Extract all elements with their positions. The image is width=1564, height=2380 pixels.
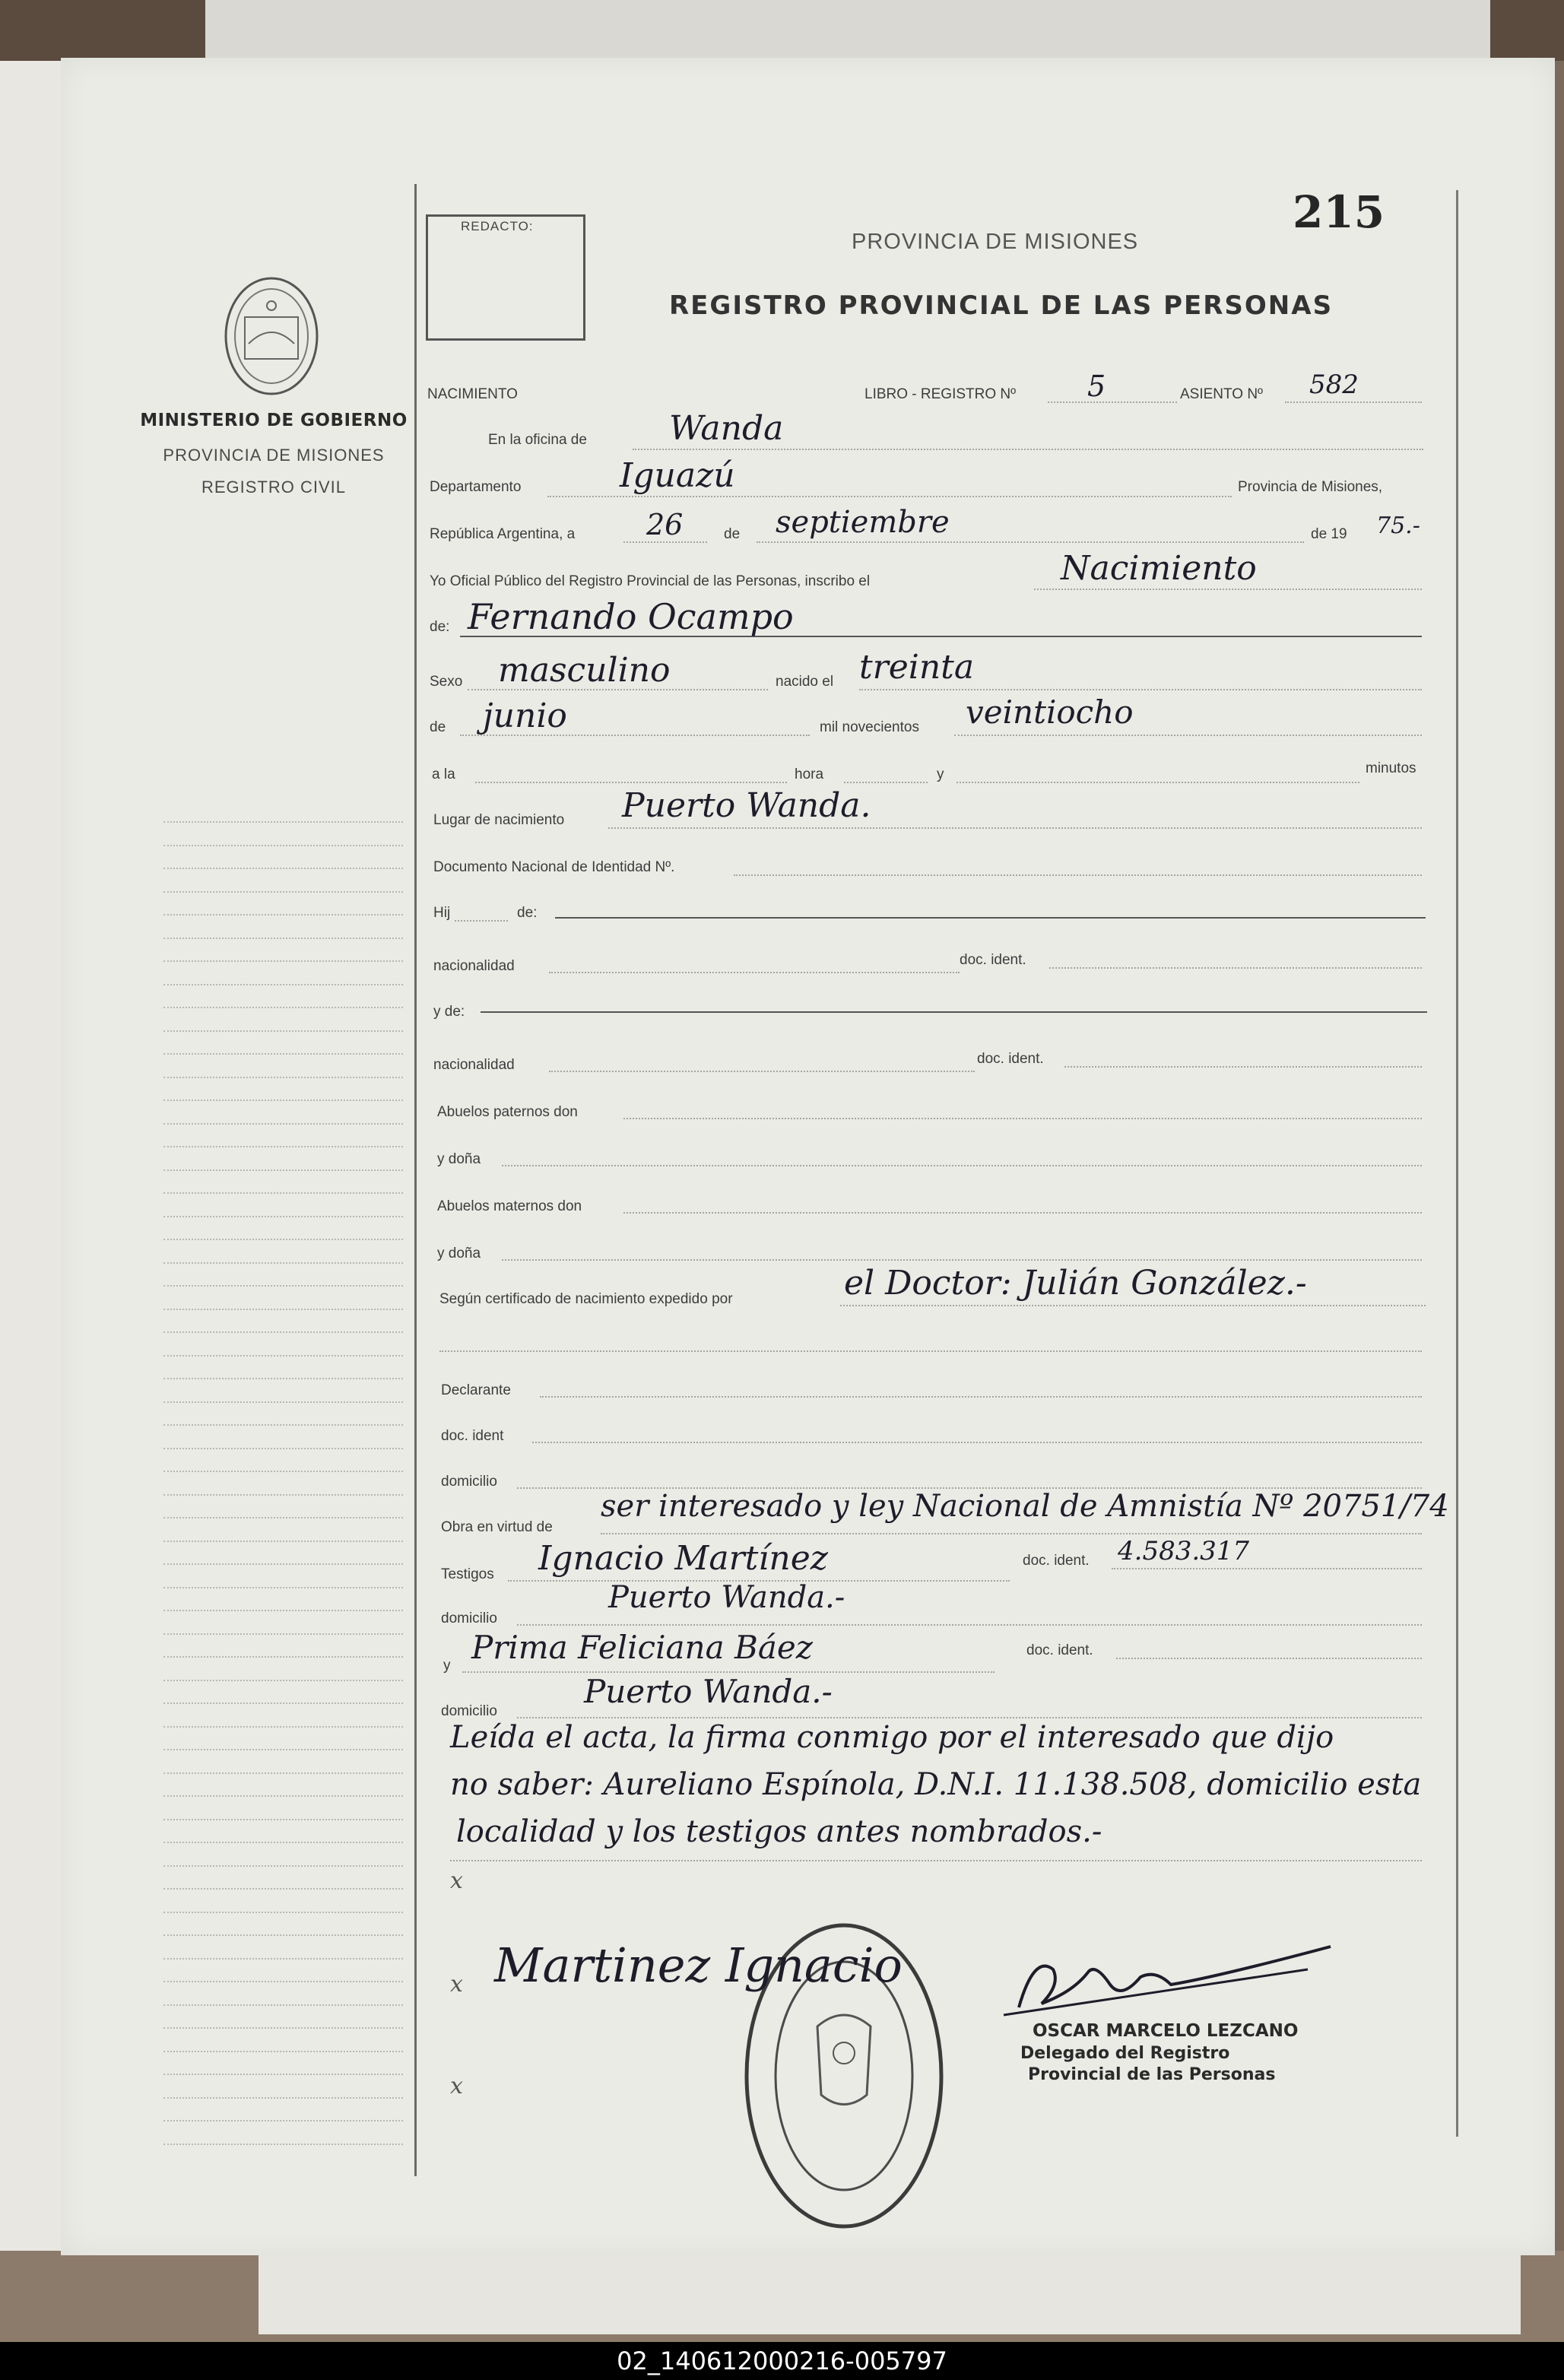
lugar-value: Puerto Wanda. — [622, 786, 871, 825]
doc-ident2-line — [1064, 1066, 1422, 1068]
obra-line — [601, 1533, 1422, 1534]
x-mark-1: x — [450, 1868, 463, 1894]
doc-ident2-label: doc. ident. — [977, 1051, 1044, 1067]
doc-ident4-label: doc. ident. — [1023, 1553, 1090, 1569]
left-ruled-line — [163, 1285, 403, 1287]
lugar-line — [608, 827, 1422, 829]
left-ruled-line — [163, 2027, 403, 2029]
certificado-label: Según certificado de nacimiento expedido por — [439, 1291, 733, 1307]
hora-line — [844, 782, 928, 783]
left-ruled-line — [163, 1192, 403, 1194]
nacionalidad2-label: nacionalidad — [433, 1057, 515, 1073]
certificado-line2 — [439, 1350, 1422, 1352]
left-ruled-line — [163, 1888, 403, 1890]
left-ruled-line — [163, 1077, 403, 1078]
frame-right-border — [1456, 190, 1458, 2137]
frame-left-border — [414, 184, 417, 2176]
left-ruled-line — [163, 1610, 403, 1611]
certificado-value: el Doctor: Julián González.- — [844, 1264, 1307, 1303]
mil-value: veintiocho — [966, 693, 1134, 731]
hij-de-label: de: — [517, 905, 538, 921]
y-de-label: y de: — [433, 1004, 465, 1020]
doc-ident-label: doc. ident. — [960, 952, 1026, 968]
header-province: PROVINCIA DE MISIONES — [852, 230, 1139, 254]
testigo1-dom: Puerto Wanda.- — [608, 1580, 845, 1615]
asiento-value: 582 — [1309, 370, 1359, 400]
left-ruled-line — [163, 1587, 403, 1588]
nacionalidad2-line — [549, 1071, 975, 1072]
left-ruled-line — [163, 1517, 403, 1518]
ministry-seal-icon — [222, 275, 321, 397]
left-ruled-line — [163, 821, 403, 823]
redacto-label: REDACTO: — [461, 219, 534, 233]
libro-label: LIBRO - REGISTRO Nº — [864, 386, 1017, 402]
left-ruled-line — [163, 938, 403, 939]
header-registry-title: REGISTRO PROVINCIAL DE LAS PERSONAS — [669, 290, 1334, 321]
departamento-label: Departamento — [430, 479, 522, 495]
witness-signature: Martinez Ignacio — [494, 1937, 903, 1993]
nacionalidad-label: nacionalidad — [433, 958, 515, 974]
ministry-registry: REGISTRO CIVIL — [201, 478, 347, 497]
left-ruled-line — [163, 1819, 403, 1820]
left-ruled-line — [163, 1030, 403, 1032]
left-ruled-line — [163, 1494, 403, 1496]
left-ruled-line — [163, 1169, 403, 1171]
documento-label: Documento Nacional de Identidad Nº. — [433, 859, 675, 875]
left-ruled-line — [163, 1541, 403, 1542]
documento-line — [734, 874, 1422, 876]
left-ruled-line — [163, 1401, 403, 1403]
testigos-label: Testigos — [441, 1566, 494, 1582]
oficina-value: Wanda — [669, 409, 784, 448]
left-ruled-line — [163, 1633, 403, 1635]
left-ruled-line — [163, 1772, 403, 1774]
testigo2-value: Prima Feliciana Báez — [471, 1629, 813, 1666]
left-ruled-line — [163, 2004, 403, 2006]
oficial-label: Yo Oficial Público del Registro Provincial de las Personas, inscribo el — [430, 573, 871, 589]
left-ruled-line — [163, 1912, 403, 1913]
ministry-province: PROVINCIA DE MISIONES — [163, 446, 385, 465]
oficial-line — [1034, 589, 1422, 590]
provincia-label: Provincia de Misiones, — [1238, 479, 1383, 495]
de2-label: de — [430, 719, 446, 735]
left-ruled-line — [163, 1053, 403, 1055]
background-sheet-top — [205, 0, 1490, 59]
doc-ident-line — [1049, 967, 1422, 969]
doc-ident5-line — [1116, 1658, 1422, 1659]
domicilio3-label: domicilio — [441, 1703, 497, 1719]
official-role-2: Provincial de las Personas — [1028, 2065, 1276, 2084]
declarante-label: Declarante — [441, 1382, 511, 1398]
y-dona-line — [502, 1165, 1422, 1166]
left-ruled-line — [163, 1749, 403, 1750]
background-sheet-bottom — [259, 2251, 1521, 2334]
mil-line — [954, 735, 1422, 736]
departamento-line — [547, 496, 1232, 497]
left-ruled-line — [163, 1958, 403, 1960]
fecha-dia: 26 — [646, 508, 684, 541]
libro-value: 5 — [1087, 370, 1106, 403]
hij-line — [455, 920, 508, 922]
left-ruled-line — [163, 1146, 403, 1147]
left-ruled-line — [163, 1123, 403, 1125]
note-line-3: localidad y los testigos antes nombrados.- — [456, 1814, 1102, 1849]
nacido-value: treinta — [859, 648, 975, 687]
fecha-mes: septiembre — [776, 505, 950, 540]
image-caption: 02_140612000216-005797 — [617, 2347, 947, 2375]
domicilio3-line — [517, 1717, 1422, 1718]
left-ruled-line — [163, 1680, 403, 1681]
left-ruled-line — [163, 1239, 403, 1240]
left-ruled-line — [163, 1378, 403, 1379]
left-ruled-line — [163, 914, 403, 916]
nacido-label: nacido el — [776, 674, 834, 690]
asiento-label: ASIENTO Nº — [1180, 386, 1263, 402]
page-number: 215 — [1293, 186, 1385, 238]
testigo2-dom: Puerto Wanda.- — [584, 1673, 833, 1710]
book-binding — [0, 61, 63, 2251]
anio-label: de 19 — [1311, 526, 1347, 542]
libro-line — [1048, 401, 1177, 403]
left-ruled-line — [163, 1424, 403, 1426]
left-ruled-line — [163, 2144, 403, 2145]
left-ruled-line — [163, 1842, 403, 1843]
left-ruled-line — [163, 1331, 403, 1333]
left-ruled-line — [163, 1448, 403, 1449]
anio-value: 75.- — [1376, 512, 1420, 539]
left-ruled-line — [163, 1865, 403, 1867]
lugar-label: Lugar de nacimiento — [433, 812, 565, 828]
ministry-title: MINISTERIO DE GOBIERNO — [140, 411, 408, 430]
official-signature-icon — [988, 1939, 1338, 2023]
hij-label: Hij — [433, 905, 451, 921]
hora-label: hora — [795, 766, 824, 782]
certificado-line — [840, 1305, 1426, 1306]
note-line-2: no saber: Aureliano Espínola, D.N.I. 11.138.508, domicilio esta — [450, 1767, 1422, 1802]
sexo-value: masculino — [498, 651, 671, 690]
x-mark-3: x — [450, 2073, 463, 2099]
a-la-label: a la — [432, 766, 455, 782]
note-blank-line — [450, 1860, 1422, 1861]
nacimiento-label: NACIMIENTO — [427, 386, 518, 402]
domicilio-label: domicilio — [441, 1474, 497, 1490]
oficina-line — [633, 449, 1423, 450]
hij-de-line — [555, 917, 1426, 919]
left-ruled-line — [163, 1702, 403, 1704]
y2-label: y — [443, 1658, 451, 1674]
oficial-value: Nacimiento — [1061, 549, 1257, 588]
mil-label: mil novecientos — [820, 719, 919, 735]
obra-value: ser interesado y ley Nacional de Amnistía Nº 20751/74 — [601, 1489, 1449, 1524]
left-ruled-line — [163, 1726, 403, 1728]
abuelos-pat-line — [623, 1118, 1422, 1119]
y-label: y — [937, 766, 944, 782]
left-ruled-line — [163, 960, 403, 962]
y-dona-label: y doña — [437, 1151, 481, 1167]
y-de-line — [481, 1011, 1427, 1013]
left-ruled-line — [163, 868, 403, 869]
left-ruled-line — [163, 1262, 403, 1264]
left-ruled-line — [163, 1656, 403, 1658]
y-line — [956, 782, 1359, 783]
left-ruled-line — [163, 845, 403, 846]
y-dona2-line — [502, 1259, 1422, 1261]
oficina-label: En la oficina de — [488, 432, 587, 448]
doc-ident4-line — [1112, 1568, 1422, 1569]
sexo-label: Sexo — [430, 674, 463, 690]
left-ruled-line — [163, 984, 403, 985]
de-label: de — [724, 526, 741, 542]
note-line-1: Leída el acta, la firma conmigo por el interesado que dijo — [450, 1720, 1334, 1755]
x-mark-2: x — [450, 1971, 463, 1998]
left-ruled-line — [163, 1100, 403, 1101]
y-dona2-label: y doña — [437, 1246, 481, 1261]
left-ruled-line — [163, 2051, 403, 2052]
left-ruled-line — [163, 2074, 403, 2075]
left-ruled-line — [163, 1007, 403, 1008]
testigo1-value: Ignacio Martínez — [538, 1539, 828, 1578]
dia-line — [623, 541, 707, 543]
left-ruled-line — [163, 1795, 403, 1797]
left-ruled-line — [163, 1355, 403, 1357]
domicilio2-label: domicilio — [441, 1610, 497, 1626]
minutos-label: minutos — [1366, 760, 1416, 776]
abuelos-pat-label: Abuelos paternos don — [437, 1104, 578, 1120]
doc-ident5-label: doc. ident. — [1026, 1642, 1093, 1658]
obra-label: Obra en virtud de — [441, 1519, 553, 1535]
official-role-1: Delegado del Registro — [1020, 2044, 1230, 2063]
doc-ident3-line — [532, 1442, 1422, 1443]
left-ruled-line — [163, 1309, 403, 1310]
abuelos-mat-line — [623, 1212, 1422, 1214]
left-ruled-line — [163, 2120, 403, 2121]
left-ruled-line — [163, 891, 403, 893]
nacionalidad-line — [549, 972, 960, 973]
asiento-line — [1285, 401, 1422, 403]
de-nombre-label: de: — [430, 619, 450, 635]
left-ruled-line — [163, 1981, 403, 1982]
testigo1-doc: 4.583.317 — [1118, 1536, 1250, 1566]
departamento-value: Iguazú — [620, 456, 735, 495]
domicilio2-line — [517, 1624, 1422, 1626]
doc-ident3-label: doc. ident — [441, 1428, 504, 1444]
abuelos-mat-label: Abuelos maternos don — [437, 1198, 582, 1214]
republica-label: República Argentina, a — [430, 526, 576, 542]
nacido-line — [859, 689, 1422, 690]
left-ruled-line — [163, 1216, 403, 1217]
left-ruled-line — [163, 1471, 403, 1472]
left-ruled-line — [163, 1934, 403, 1936]
mes-line — [757, 541, 1304, 543]
left-ruled-line — [163, 2097, 403, 2099]
nombre-value: Fernando Ocampo — [468, 596, 794, 637]
mes-nac-value: junio — [483, 697, 567, 735]
official-name: OSCAR MARCELO LEZCANO — [1033, 2021, 1299, 2041]
a-la-line — [475, 782, 787, 783]
left-ruled-line — [163, 1563, 403, 1565]
declarante-line — [540, 1396, 1422, 1398]
